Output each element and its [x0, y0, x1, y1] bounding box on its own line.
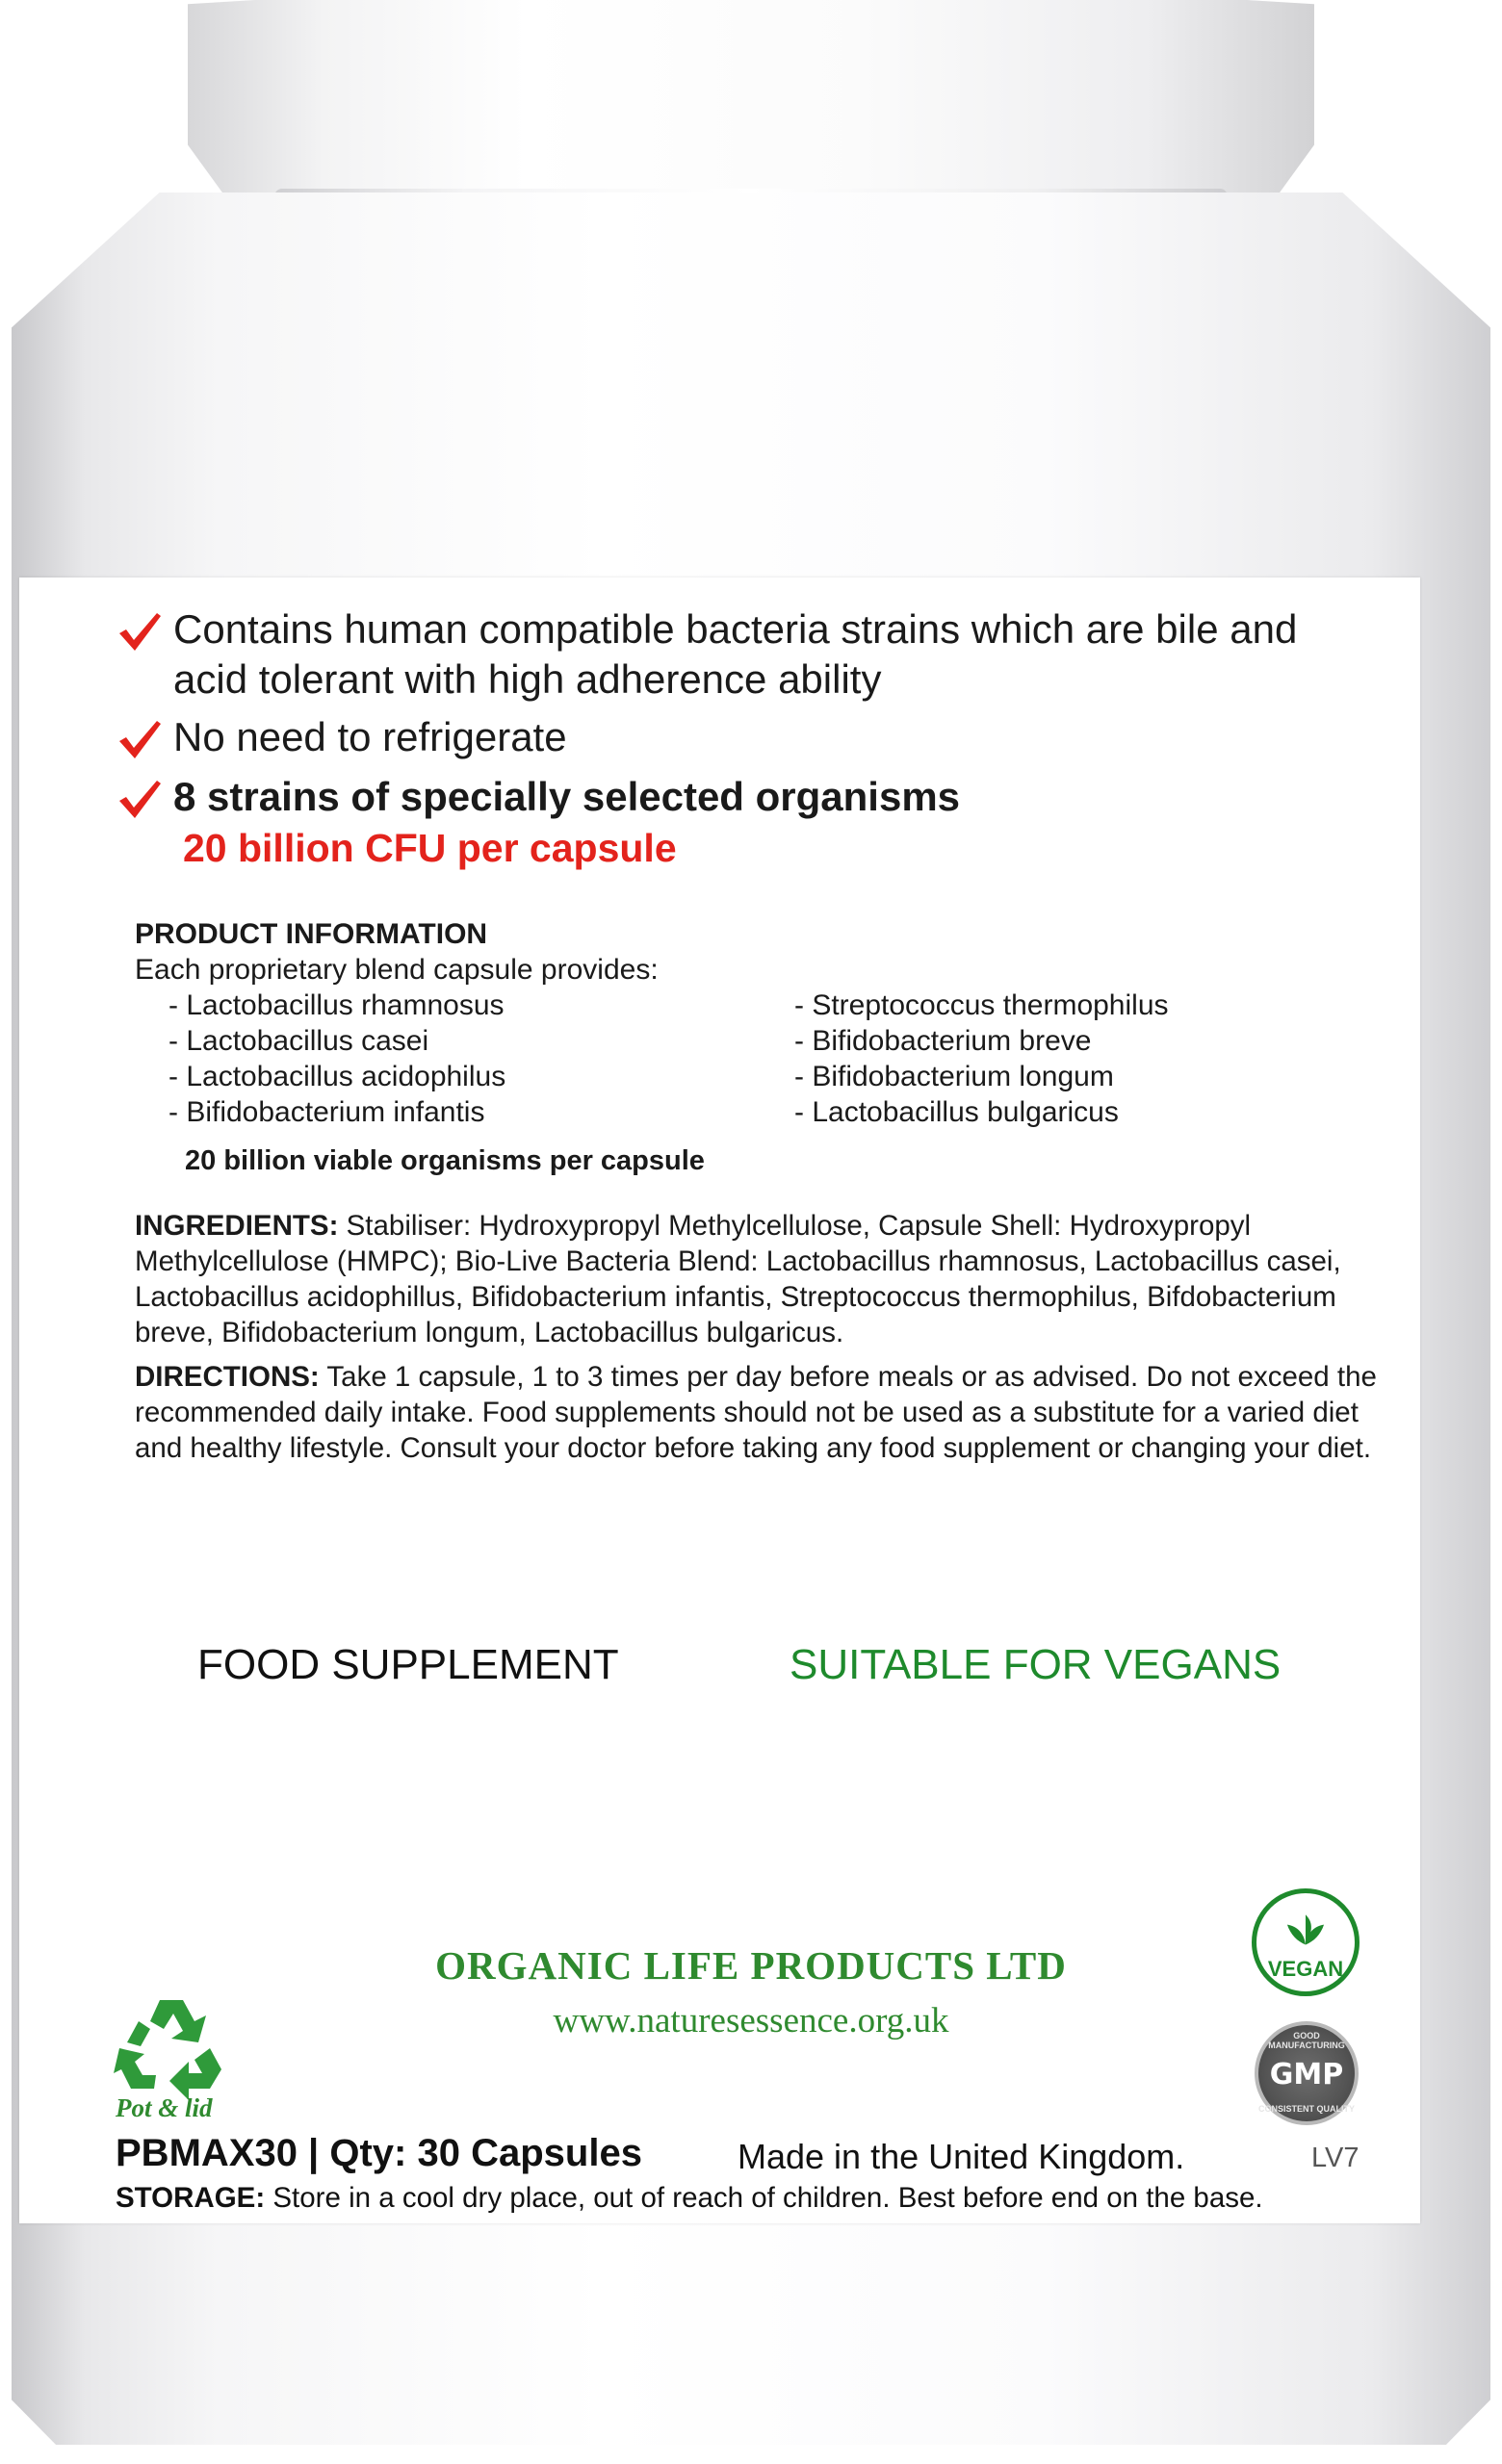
benefit-line: 8 strains of specially selected organisms — [173, 774, 961, 819]
company-url: www.naturesessence.org.uk — [553, 2001, 949, 2040]
ingredients-text: Stabiliser: Hydroxypropyl Methylcellulose, Capsule Shell: Hydroxypropyl Methylcellulose (HMPC); Bio-Live Bacteria Blend: Lactobacillus rhamnosus, Lactobacillus casei, Lactobacillus acidophillus, Bifidobacterium infantis, Streptococcus thermophilus, Bifdobacterium breve, Bifidobacterium longum, Lactobacillus bulgaricus. — [135, 1210, 1341, 1348]
strain-item: - Lactobacillus acidophilus — [168, 1061, 506, 1092]
cfu-highlight: 20 billion CFU per capsule — [183, 826, 677, 870]
ingredients-label: INGREDIENTS: — [135, 1210, 339, 1242]
suitable-for-vegans-tag: SUITABLE FOR VEGANS — [790, 1641, 1282, 1688]
checkmark-icon — [116, 776, 164, 824]
directions-paragraph — [135, 1359, 1377, 1466]
product-code: PBMAX30 | Qty: 30 Capsules — [116, 2132, 642, 2174]
gmp-ring-top-text: GOOD MANUFACTURING — [1268, 2031, 1345, 2050]
vegan-badge — [1252, 1888, 1360, 1996]
benefit-item — [116, 712, 567, 764]
storage-label: STORAGE: — [116, 2182, 266, 2214]
directions-text: Take 1 capsule, 1 to 3 times per day before meals or as advised. Do not exceed the recommended daily intake. Food supplements should not be used as a substitute for a varied diet and healthy lifestyle. Consult your doctor before taking any food supplement or changing your diet. — [135, 1361, 1377, 1464]
strain-item: - Bifidobacterium breve — [794, 1025, 1092, 1057]
storage-text: Store in a cool dry place, out of reach of children. Best before end on the base. — [265, 2182, 1263, 2214]
strain-item: - Bifidobacterium infantis — [168, 1096, 485, 1128]
recycle-label: Pot & lid — [116, 2093, 213, 2122]
food-supplement-tag: FOOD SUPPLEMENT — [197, 1641, 619, 1688]
strain-item: - Bifidobacterium longum — [794, 1061, 1114, 1092]
gmp-badge — [1255, 2021, 1359, 2125]
checkmark-icon — [116, 716, 164, 764]
leaf-icon — [1281, 1905, 1331, 1953]
benefit-line: Contains human compatible bacteria strains which are bile and — [173, 606, 1298, 652]
viable-organisms-summary: 20 billion viable organisms per capsule — [185, 1145, 705, 1176]
recycle-icon — [114, 1992, 229, 2103]
product-info-heading: PRODUCT INFORMATION — [135, 918, 488, 950]
directions-label: DIRECTIONS: — [135, 1361, 320, 1393]
strain-item: - Lactobacillus casei — [168, 1025, 429, 1057]
benefit-item — [116, 604, 1297, 705]
ingredients-paragraph — [135, 1208, 1377, 1350]
gmp-ring-bottom-text: CONSISTENT QUALITY — [1258, 2104, 1356, 2114]
benefit-line: No need to refrigerate — [173, 714, 567, 759]
strain-item: - Lactobacillus rhamnosus — [168, 989, 505, 1021]
vegan-badge-label: VEGAN — [1267, 1957, 1344, 1981]
strain-item: - Streptococcus thermophilus — [794, 989, 1169, 1021]
made-in-text: Made in the United Kingdom. — [738, 2137, 1185, 2176]
bottle-cap — [188, 0, 1314, 207]
product-info-intro: Each proprietary blend capsule provides: — [135, 954, 659, 986]
benefit-item — [116, 772, 960, 824]
strain-list-left — [168, 988, 505, 1130]
strain-list-right — [794, 988, 1169, 1130]
label-version: LV7 — [1311, 2143, 1360, 2173]
strain-item: - Lactobacillus bulgaricus — [794, 1096, 1119, 1128]
storage-paragraph — [116, 2182, 1263, 2215]
checkmark-icon — [116, 608, 164, 656]
gmp-badge-label: GMP — [1269, 2058, 1344, 2092]
benefit-line: acid tolerant with high adherence ability — [173, 656, 882, 702]
company-name: ORGANIC LIFE PRODUCTS LTD — [435, 1943, 1067, 1988]
